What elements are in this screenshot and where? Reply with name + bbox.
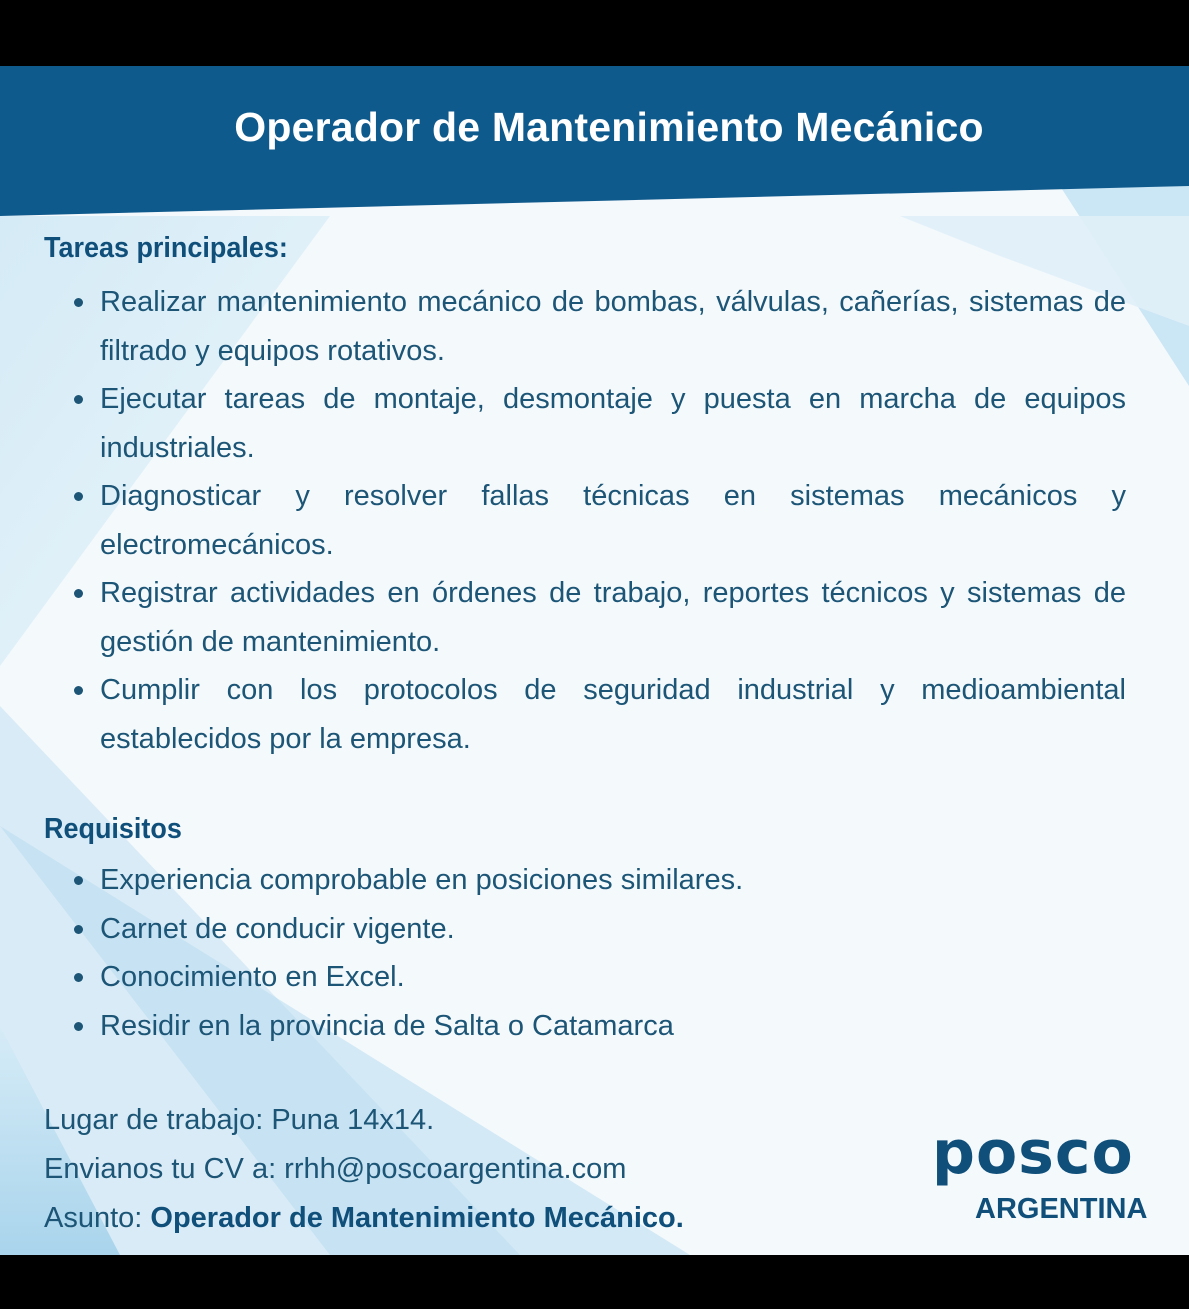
workplace-text: Lugar de trabajo: Puna 14x14. bbox=[44, 1104, 435, 1136]
list-item: Realizar mantenimiento mecánico de bombas, válvulas, cañerías, sistemas de filtrado y equipos rotativos. bbox=[44, 278, 1126, 375]
subject-line bbox=[44, 1202, 684, 1235]
posco-logo-subtitle: ARGENTINA bbox=[975, 1193, 1148, 1225]
page-title: Operador de Mantenimiento Mecánico bbox=[234, 104, 984, 150]
tasks-heading: Tareas principales: bbox=[44, 232, 288, 264]
list-item: Experiencia comprobable en posiciones similares. bbox=[44, 856, 1126, 905]
list-item: Conocimiento en Excel. bbox=[44, 953, 1126, 1002]
send-cv-text[interactable]: Envianos tu CV a: rrhh@poscoargentina.com bbox=[44, 1153, 627, 1185]
requirements-list bbox=[44, 856, 1126, 1050]
list-item: Diagnosticar y resolver fallas técnicas en sistemas mecánicos y electromecánicos. bbox=[44, 472, 1126, 569]
subject-label: Asunto: bbox=[44, 1202, 151, 1234]
subject-value: Operador de Mantenimiento Mecánico. bbox=[150, 1202, 684, 1234]
list-item: Registrar actividades en órdenes de trabajo, reportes técnicos y sistemas de gestión de mantenimiento. bbox=[44, 569, 1126, 666]
requirements-heading: Requisitos bbox=[44, 813, 182, 845]
posco-logo: posco bbox=[932, 1118, 1134, 1188]
tasks-list bbox=[44, 278, 1126, 763]
list-item: Carnet de conducir vigente. bbox=[44, 905, 1126, 954]
list-item: Residir en la provincia de Salta o Catamarca bbox=[44, 1002, 1126, 1051]
job-post-card bbox=[0, 66, 1189, 1255]
list-item: Cumplir con los protocolos de seguridad industrial y medioambiental establecidos por la empresa. bbox=[44, 666, 1126, 763]
list-item: Ejecutar tareas de montaje, desmontaje y puesta en marcha de equipos industriales. bbox=[44, 375, 1126, 472]
